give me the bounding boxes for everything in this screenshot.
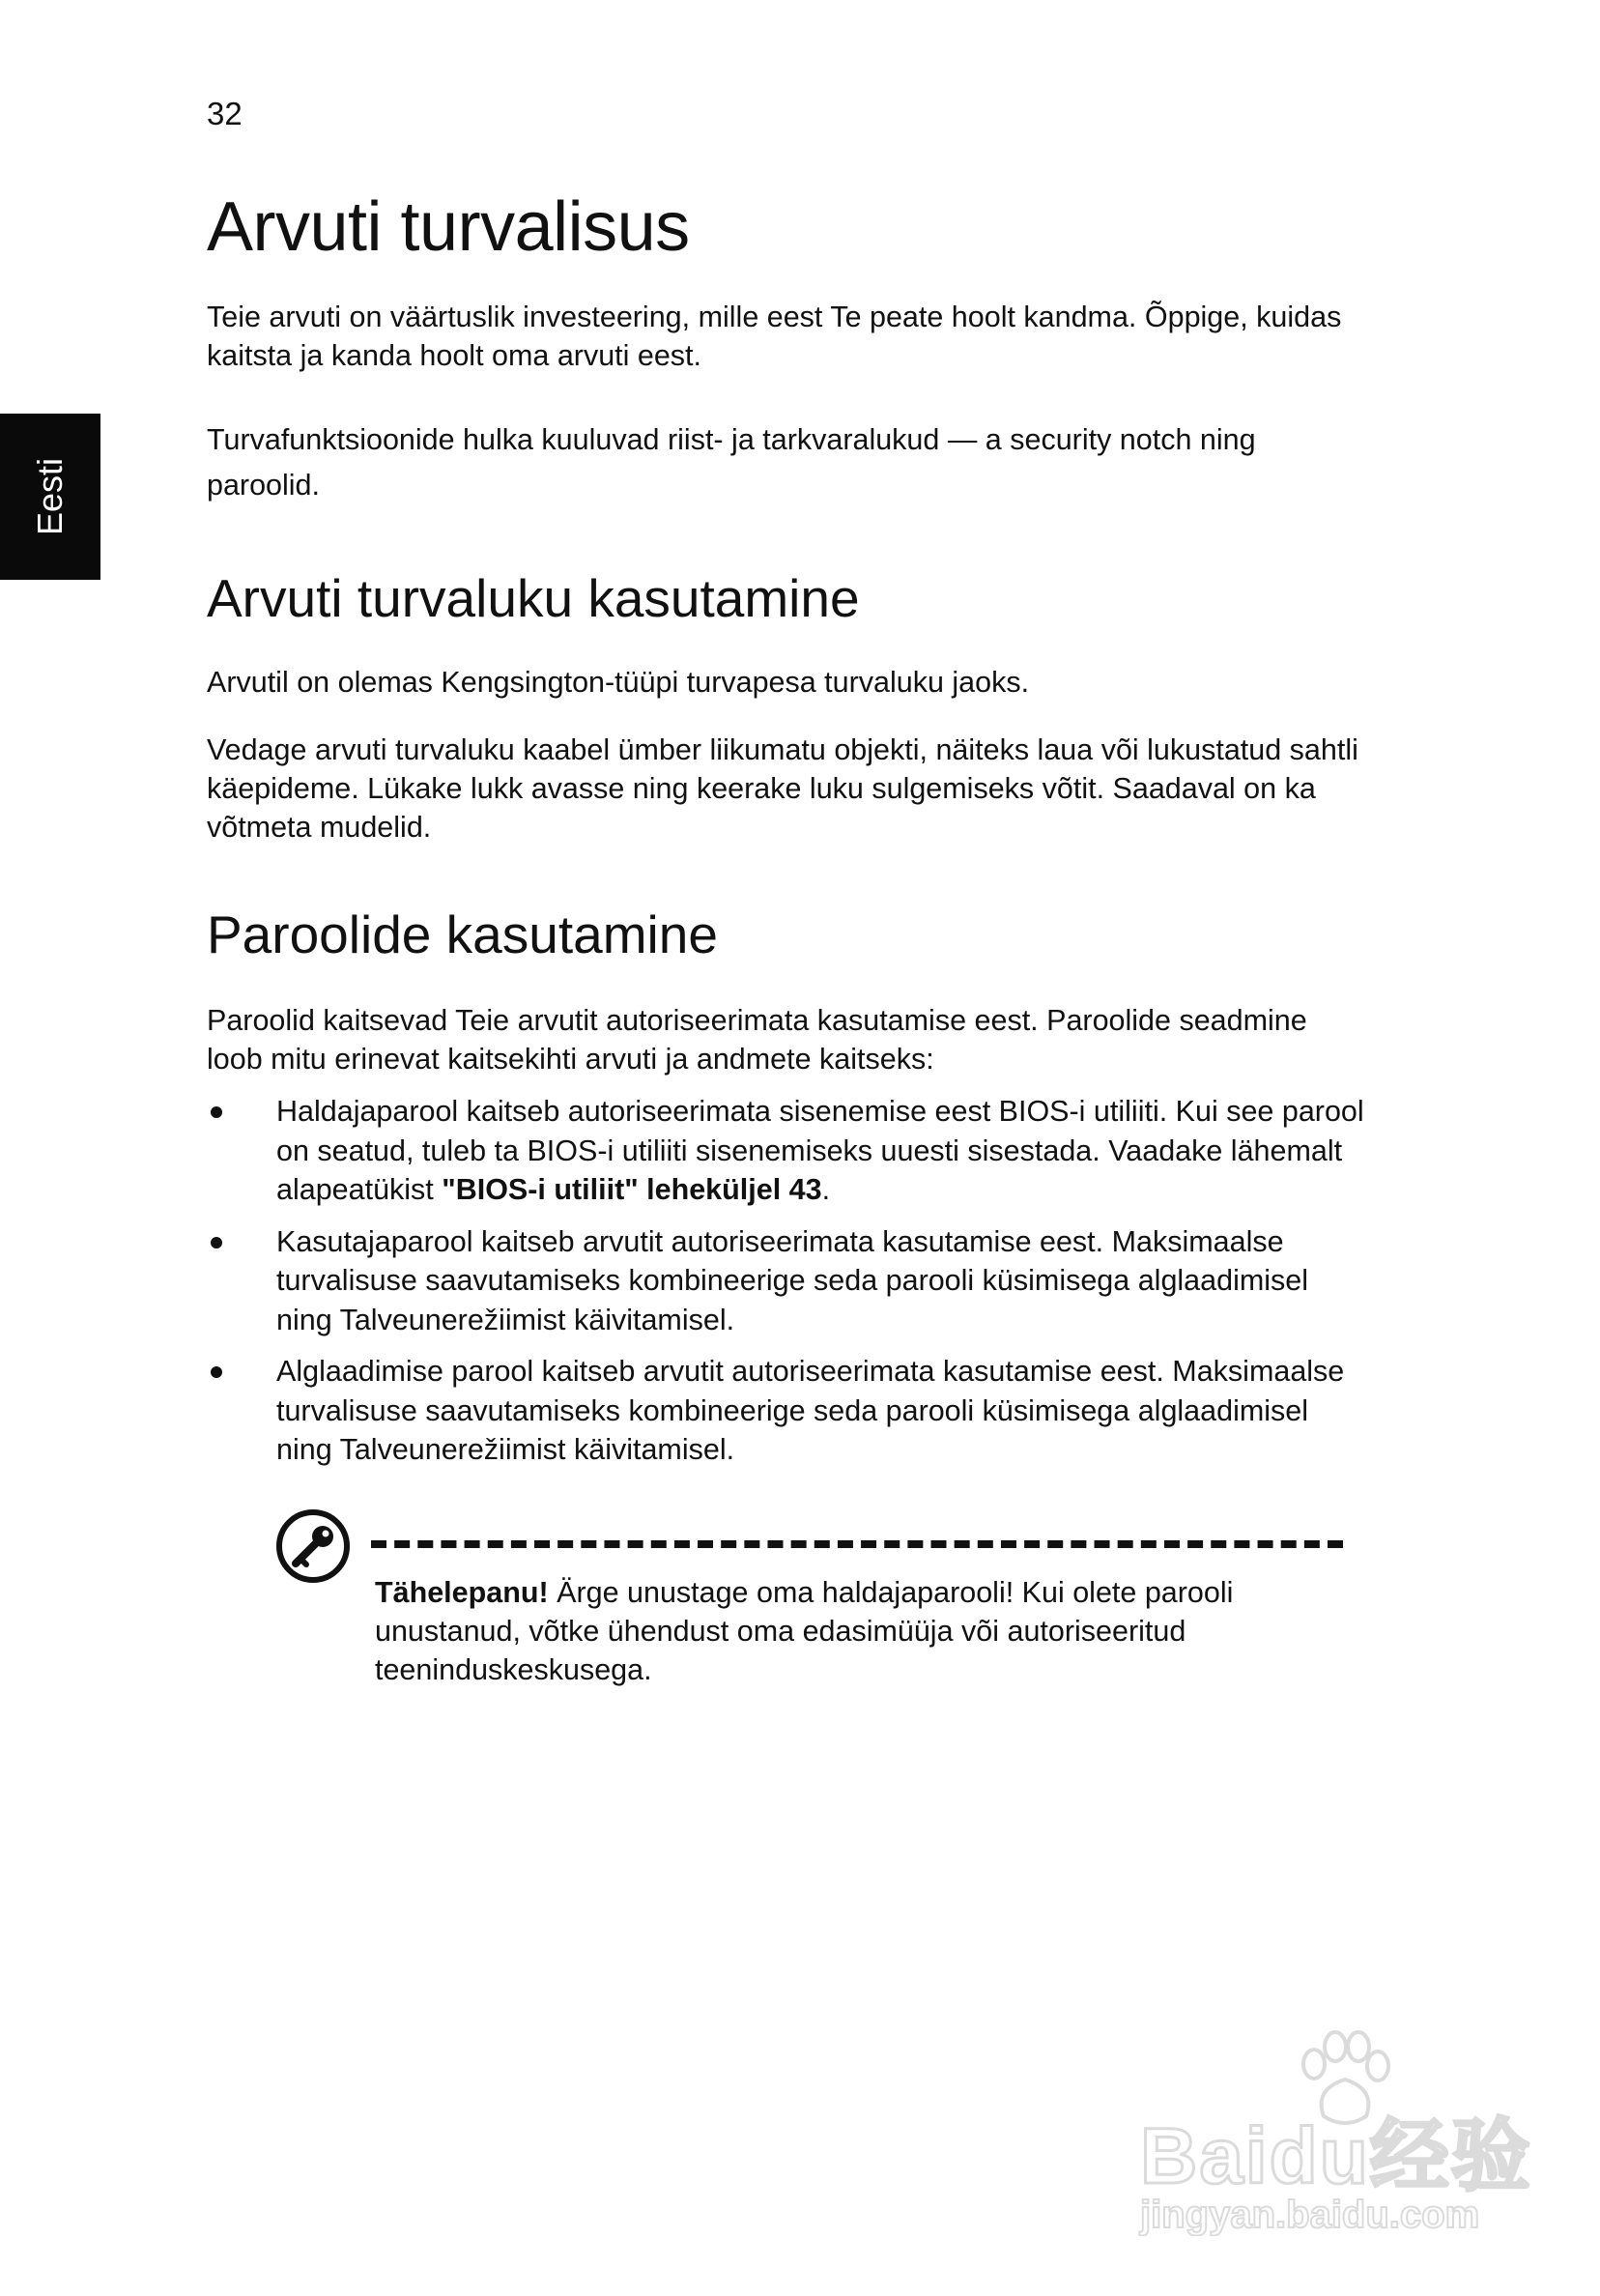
language-tab-label: Eesti (30, 457, 70, 536)
passwords-intro: Paroolid kaitsevad Teie arvutit autoriseerimata kasutamise eest. Paroolide seadmine loob mitu erinevat kaitsekihti arvuti ja andmete kaitseks: (207, 1004, 1307, 1076)
list-item (207, 1352, 1366, 1470)
intro-paragraph-2: Turvafunktsioonide hulka kuuluvad riist- ja tarkvaralukud — a security notch ning paroolid. (207, 423, 1256, 502)
list-item-suffix: . (821, 1173, 831, 1206)
page-title: Arvuti turvalisus (207, 188, 690, 266)
language-tab (0, 414, 100, 580)
lock-paragraph-2: Vedage arvuti turvaluku kaabel ümber liikumatu objekti, näiteks laua või lukustatud sahtli käepideme. Lükake lukk avasse ning keerake luku sulgemiseks võtit. Saadaval on ka võtmeta mudelid. (207, 733, 1358, 844)
note-label: Tähelepanu! (375, 1576, 549, 1609)
lock-paragraph-1: Arvutil on olemas Kengsington-tüüpi turvapesa turvaluku jaoks. (207, 666, 1030, 699)
watermark-url: jingyan.baidu.com (1140, 2194, 1480, 2236)
key-icon (274, 1507, 352, 1585)
bullet-icon (211, 1237, 222, 1248)
bios-utility-link[interactable]: "BIOS-i utiliit" leheküljel 43 (442, 1173, 822, 1206)
note-box (274, 1507, 1366, 1701)
bullet-icon (211, 1366, 222, 1378)
section-heading-passwords: Paroolide kasutamine (207, 904, 718, 964)
note-body: Ärge unustage oma haldajaparooli! Kui olete parooli unustanud, võtke ühendust oma edasimüüja või autoriseeritud teeninduskeskusega. (375, 1576, 1234, 1686)
list-item-text: Kasutajaparool kaitseb arvutit autoriseerimata kasutamise eest. Maksimaalse turvalisuse saavutamiseks kombineerige seda parooli küsimisega alglaadimisel ning Talveunerežiimist käivitamisel. (276, 1224, 1309, 1336)
bullet-icon (211, 1106, 222, 1118)
note-divider (371, 1540, 1343, 1548)
watermark-brand: Baidu经验 (1140, 2112, 1532, 2200)
password-types-list (207, 1092, 1366, 1482)
page-number: 32 (207, 96, 243, 131)
list-item (207, 1222, 1366, 1340)
list-item-text: Haldajaparool kaitseb autoriseerimata sisenemise eest BIOS-i utiliiti. Kui see parool on seatud, tuleb ta BIOS-i utiliiti sisenemiseks uuesti sisestada. Vaadake lähemalt alapeatükist (276, 1095, 1364, 1206)
note-text (375, 1573, 1341, 1689)
list-item-text: Alglaadimise parool kaitseb arvutit autoriseerimata kasutamise eest. Maksimaalse turvalisuse saavutamiseks kombineerige seda parooli küsimisega alglaadimisel ning Talveunerežiimist käivitamisel. (276, 1355, 1345, 1466)
intro-paragraph-1: Teie arvuti on väärtuslik investeering, mille eest Te peate hoolt kandma. Õppige, kuidas kaitsta ja kanda hoolt oma arvuti eest. (207, 301, 1342, 372)
watermark (1121, 2029, 1532, 2252)
list-item (207, 1092, 1366, 1210)
section-heading-lock: Arvuti turvaluku kasutamine (207, 568, 860, 628)
